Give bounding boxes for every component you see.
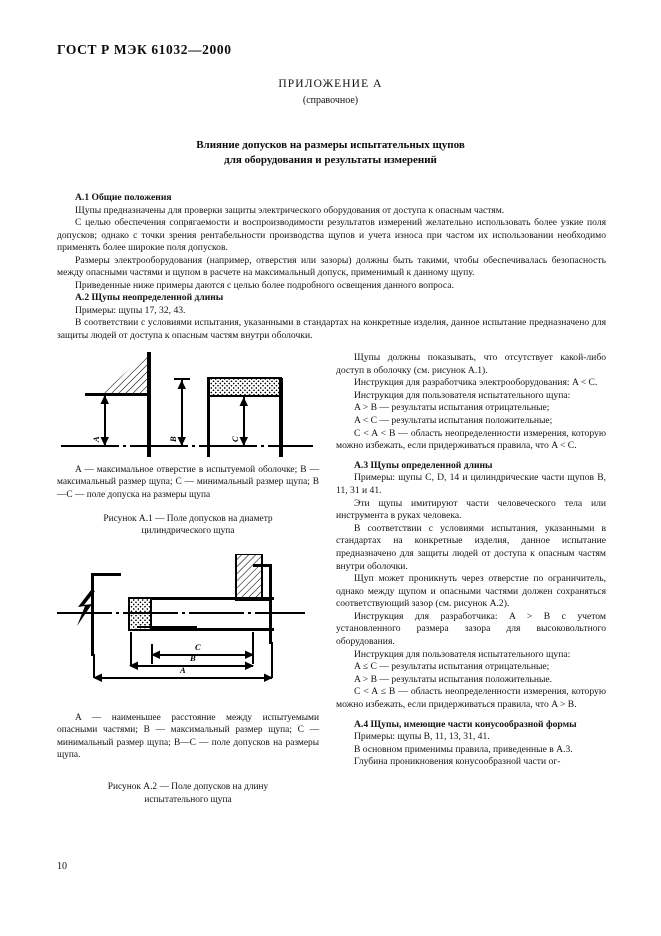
fig2-label-b: B [190,653,196,664]
fig1-dim-b-arrow-bottom [177,436,187,446]
section-a2-p3: Щупы должны показывать, что отсутствует какой-либо доступ в оболочку (см. рисунок А.1). [336,352,606,376]
section-a1-p4: Приведенные ниже примеры даются с целью более подробного освещения данного вопроса. [75,279,454,291]
fig2-hazard-arm [91,573,121,576]
figure-a1-caption-line2: цилиндрического щупа [141,526,235,537]
figure-a1-caption [57,513,319,538]
section-a2-rule2: A < C — результаты испытания положительные; [354,414,553,426]
section-a3-p3: В соответствии с условиями испытания, указанными в стандартах на конкретные изделия, данное испытание предназначено для защиты людей от доступа к опасным частям внутри оболочки. [336,522,606,572]
fig2-dim-b-arrow-right [244,661,254,671]
fig2-dim-b-line [131,665,253,667]
fig2-dim-b-arrow-left [129,661,139,671]
page-title-line1: Влияние допусков на размеры испытательных щупов [196,139,465,151]
figure-a2-drawing [57,554,319,706]
fig2-label-a: A [180,665,186,676]
fig1-label-c: C [230,436,240,442]
fig1-hatch-triangle [103,352,149,394]
section-a1-p3: Размеры электрооборудования (например, отверстия или зазоры) должны быть такими, чтобы обеспечивалась безопасность между опасными частями и щупом в расчете на максимальный допуск, применимый к данному щупу. [57,254,606,279]
standard-code-header: ГОСТ Р МЭК 61032—2000 [57,42,232,57]
fig2-dim-a-arrow-left [93,673,103,683]
annex-subtitle: (справочное) [302,95,359,106]
page-title-line2: для оборудования и результаты измерений [224,154,437,166]
fig1-dim-b-arrow-top [177,380,187,390]
section-a1-heading: А.1 Общие положения [75,192,172,203]
section-a3-rule3: C < A ≤ B — область неопределенности измерения, которую можно избежать, если придерживаться правила, что A > B. [336,686,606,711]
fig2-hatch-block [235,554,263,599]
section-a2-rule3: C < A < B — область неопределенности измерения, которую можно избежать, если придерживаться правила, что A < C. [336,427,606,452]
section-a2-p4: Инструкция для разработчика электрооборудования: A < C. [354,377,598,389]
fig1-label-a: A [91,436,101,442]
left-column [57,352,319,806]
section-a1-p1: Щупы предназначены для проверки защиты электрического оборудования от доступа к опасным частям. [75,204,505,216]
fig2-right-bracket-top [253,564,272,567]
figure-a2-caption-line1: Рисунок А.2 — Поле допусков на длину [107,782,269,793]
figure-a1-caption-line1: Рисунок А.1 — Поле допусков на диаметр [103,513,273,524]
section-a4-p2: В основном применимы правила, приведенные в А.3. [354,743,573,755]
section-a3-p4: Щуп может проникнуть через отверстие по ограничитель, однако между щупом и опасными частями должен сохраняться соответствующий зазор (см. рисунок А.2). [336,573,606,610]
section-a3-rule1: A ≤ C — результаты испытания отрицательные; [354,661,550,673]
fig2-axis-line [57,611,307,615]
fig1-tolerance-band [209,378,281,396]
fig1-dim-a-arrow-top [100,395,110,405]
fig1-dim-c-arrow-top [239,397,249,407]
intro-block [57,192,606,343]
fig2-dim-c-arrow-right [244,650,254,660]
section-a2-p2: В соответствии с условиями испытания, указанными в стандартах на конкретные изделия, данное испытание предназначено для защиты людей от доступа к опасным частям внутри оболочки. [57,317,606,342]
section-a3-p1: Примеры: щупы C, D, 14 и цилиндрические части щупов B, 11, 31 и 41. [336,472,606,496]
page-number: 10 [57,861,67,872]
section-a2-rule1: A > B — результаты испытания отрицательные; [354,402,550,414]
fig1-probe-right-wall [279,378,283,457]
fig2-right-bracket [269,564,272,644]
figure-a2-legend: A — наименьшее расстояние между испытуемыми опасными частями; B — максимальный размер щупа; C — минимальный размер щупа; B—C — поле допусков на размеры щупа. [57,713,319,760]
fig2-dim-c-line [153,654,253,656]
section-a3-rule2: A > B — результаты испытания положительные. [354,673,553,685]
fig2-label-c: C [195,642,201,653]
section-a2-heading: А.2 Щупы неопределенной длины [75,292,224,304]
fig2-leader-line [137,626,197,628]
fig2-dim-a-arrow-right [263,673,273,683]
figure-a1-drawing [57,352,319,464]
fig2-dim-a-line [95,677,272,679]
section-a2-p1: Примеры: щупы 17, 32, 43. [75,304,186,316]
section-a3-p5: Инструкция для разработчика: A > B с учетом установленного размера зазора для высоковольтного оборудования. [336,610,606,648]
fig1-probe-top-line [207,377,282,379]
figure-a2-caption-line2: испытательного щупа [144,794,232,805]
section-a4-p1: Примеры: щупы B, 11, 13, 31, 41. [354,731,490,743]
fig1-label-b: B [168,436,178,442]
fig1-probe-left-wall [207,378,210,457]
section-a3-heading: А.3 Щупы определенной длины [354,459,493,471]
fig2-dim-c-arrow-left [151,650,161,660]
annex-title: ПРИЛОЖЕНИЕ А [278,78,383,90]
section-a3-p2: Эти щупы имитируют части человеческого тела или инструмента в руках человека. [336,497,606,522]
section-a3-p6: Инструкция для пользователя испытательного щупа: [354,648,571,660]
high-voltage-icon [75,590,99,628]
section-a4-p3: Глубина проникновения конусообразной части ог- [354,756,561,768]
section-a2-p5: Инструкция для пользователя испытательного щупа: [354,389,571,401]
section-a1-p2: С целью обеспечения сопрягаемости и воспроизводимости результатов измерений желательно использовать более узкие поля допусков; однако с точки зрения рентабельности производства щупов и учета износа при частом их использовании необходимо применять более широкие поля допусков. [57,217,606,254]
fig1-dim-c-arrow-bottom [239,436,249,446]
figure-a2-caption [57,781,319,806]
page-title [60,138,601,168]
section-a4-heading: А.4 Щупы, имеющие части конусообразной формы [354,718,577,730]
figure-a1-legend: A — максимальное отверстие в испытуемой оболочке; B — максимальный размер щупа; C — минимальный размер щупа; B—C — поле допуска на размеры щупа [57,465,319,500]
right-column [336,352,606,769]
